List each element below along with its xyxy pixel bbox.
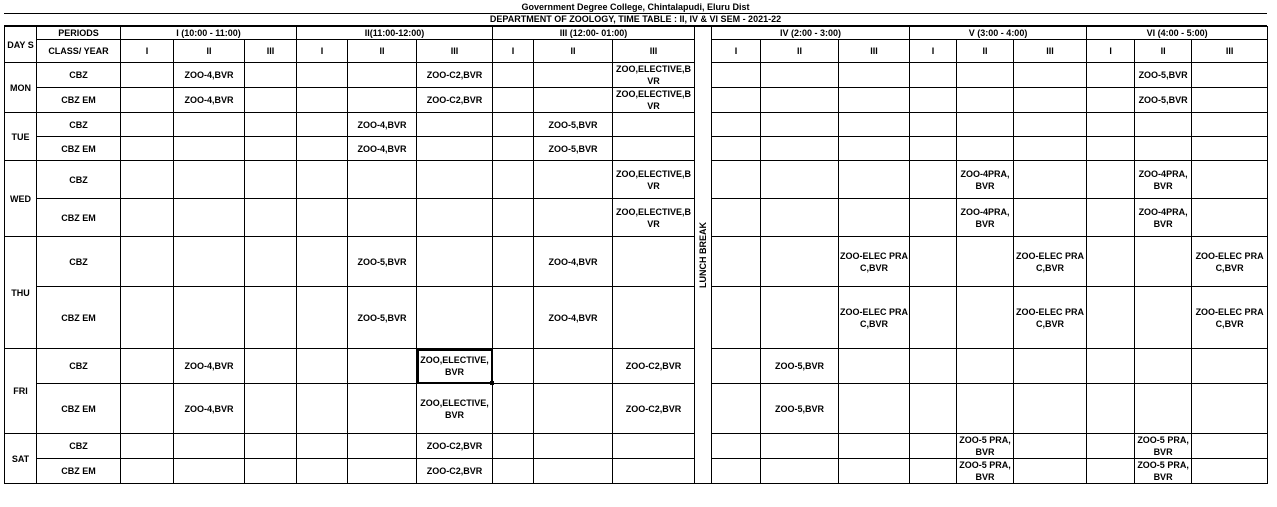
- schedule-cell[interactable]: [121, 199, 174, 237]
- schedule-cell[interactable]: [174, 113, 245, 137]
- department-title: DEPARTMENT OF ZOOLOGY, TIME TABLE : II, IV & VI SEM - 2021-22: [4, 13, 1267, 26]
- schedule-cell[interactable]: [910, 459, 957, 484]
- schedule-cell[interactable]: ZOO-4PRA,BVR: [957, 199, 1014, 237]
- schedule-cell[interactable]: [1192, 161, 1268, 199]
- schedule-cell[interactable]: [910, 384, 957, 434]
- schedule-cell[interactable]: [121, 349, 174, 384]
- lunch-break-column[interactable]: [695, 27, 712, 484]
- day-cell-thu[interactable]: THU: [5, 237, 37, 349]
- schedule-cell[interactable]: [761, 199, 839, 237]
- schedule-cell[interactable]: [348, 88, 417, 113]
- schedule-cell[interactable]: [712, 459, 761, 484]
- schedule-cell[interactable]: [910, 237, 957, 287]
- class-cell[interactable]: CBZ EM: [37, 88, 121, 113]
- year-header-1[interactable]: I: [1087, 40, 1135, 63]
- schedule-cell[interactable]: [493, 113, 534, 137]
- schedule-cell[interactable]: [1192, 349, 1268, 384]
- schedule-cell[interactable]: [493, 137, 534, 161]
- schedule-cell[interactable]: [712, 137, 761, 161]
- schedule-cell[interactable]: [1014, 434, 1087, 459]
- schedule-cell[interactable]: [761, 161, 839, 199]
- schedule-cell[interactable]: [297, 459, 348, 484]
- schedule-cell[interactable]: ZOO-ELEC PRAC,BVR: [1192, 287, 1268, 349]
- schedule-cell[interactable]: ZOO-5,BVR: [1135, 63, 1192, 88]
- schedule-cell[interactable]: [1087, 88, 1135, 113]
- schedule-cell[interactable]: [493, 349, 534, 384]
- schedule-cell[interactable]: [121, 237, 174, 287]
- schedule-cell[interactable]: [839, 459, 910, 484]
- schedule-cell[interactable]: [839, 137, 910, 161]
- schedule-cell[interactable]: [348, 199, 417, 237]
- class-cell[interactable]: CBZ: [37, 161, 121, 199]
- college-title: Government Degree College, Chintalapudi, Eluru Dist: [4, 1, 1267, 14]
- schedule-cell[interactable]: ZOO,ELECTIVE,BVR: [613, 88, 695, 113]
- schedule-cell[interactable]: ZOO,ELECTIVE,BVR: [613, 161, 695, 199]
- class-cell[interactable]: CBZ: [37, 349, 121, 384]
- schedule-cell[interactable]: [910, 199, 957, 237]
- schedule-cell[interactable]: [493, 237, 534, 287]
- schedule-cell[interactable]: [761, 137, 839, 161]
- schedule-cell[interactable]: [957, 63, 1014, 88]
- schedule-cell[interactable]: ZOO-5 PRA,BVR: [1135, 434, 1192, 459]
- selected-cell[interactable]: ZOO,ELECTIVE,BVR: [417, 349, 493, 384]
- schedule-cell[interactable]: [348, 459, 417, 484]
- class-cell[interactable]: CBZ EM: [37, 137, 121, 161]
- schedule-cell[interactable]: [1087, 137, 1135, 161]
- schedule-cell[interactable]: [1135, 113, 1192, 137]
- schedule-cell[interactable]: [348, 384, 417, 434]
- schedule-cell[interactable]: [957, 349, 1014, 384]
- class-cell[interactable]: CBZ EM: [37, 384, 121, 434]
- schedule-cell[interactable]: ZOO-4,BVR: [174, 63, 245, 88]
- schedule-cell[interactable]: [534, 63, 613, 88]
- schedule-cell[interactable]: [121, 137, 174, 161]
- schedule-cell[interactable]: [174, 199, 245, 237]
- schedule-cell[interactable]: [174, 161, 245, 199]
- schedule-cell[interactable]: ZOO-ELEC PRAC,BVR: [839, 237, 910, 287]
- day-cell-tue[interactable]: TUE: [5, 113, 37, 161]
- schedule-cell[interactable]: [1087, 434, 1135, 459]
- schedule-cell[interactable]: [1014, 113, 1087, 137]
- schedule-cell[interactable]: [957, 137, 1014, 161]
- timetable-row: [5, 459, 1268, 484]
- schedule-cell[interactable]: ZOO-4PRA,BVR: [1135, 199, 1192, 237]
- schedule-cell[interactable]: [1014, 349, 1087, 384]
- year-header-1[interactable]: I: [297, 40, 348, 63]
- schedule-cell[interactable]: [712, 237, 761, 287]
- schedule-cell[interactable]: [245, 113, 297, 137]
- periods-header[interactable]: PERIODS: [37, 27, 121, 40]
- schedule-cell[interactable]: [712, 349, 761, 384]
- schedule-cell[interactable]: [1192, 63, 1268, 88]
- schedule-cell[interactable]: [613, 137, 695, 161]
- schedule-cell[interactable]: ZOO-ELEC PRAC,BVR: [1014, 237, 1087, 287]
- schedule-cell[interactable]: [121, 459, 174, 484]
- schedule-cell[interactable]: [910, 434, 957, 459]
- schedule-cell[interactable]: [1192, 384, 1268, 434]
- lunch-break-label: LUNCH BREAK: [698, 222, 709, 288]
- year-header-3[interactable]: III: [1192, 40, 1268, 63]
- year-header-2[interactable]: II: [174, 40, 245, 63]
- day-cell-wed[interactable]: WED: [5, 161, 37, 237]
- schedule-cell[interactable]: ZOO-4PRA,BVR: [1135, 161, 1192, 199]
- schedule-cell[interactable]: [297, 199, 348, 237]
- schedule-cell[interactable]: [839, 161, 910, 199]
- schedule-cell[interactable]: [1135, 349, 1192, 384]
- year-header-1[interactable]: I: [121, 40, 174, 63]
- schedule-cell[interactable]: [957, 113, 1014, 137]
- schedule-cell[interactable]: [245, 349, 297, 384]
- schedule-cell[interactable]: ZOO-ELEC PRAC,BVR: [839, 287, 910, 349]
- schedule-cell[interactable]: [245, 384, 297, 434]
- schedule-cell[interactable]: [297, 434, 348, 459]
- schedule-cell[interactable]: [121, 161, 174, 199]
- timetable-row: [5, 88, 1268, 113]
- schedule-cell[interactable]: [297, 88, 348, 113]
- schedule-cell[interactable]: [297, 137, 348, 161]
- schedule-cell[interactable]: ZOO,ELECTIVE,BVR: [613, 63, 695, 88]
- schedule-cell[interactable]: [910, 349, 957, 384]
- schedule-cell[interactable]: [534, 459, 613, 484]
- schedule-cell[interactable]: [761, 88, 839, 113]
- year-header-1[interactable]: I: [910, 40, 957, 63]
- schedule-cell[interactable]: [1087, 287, 1135, 349]
- schedule-cell[interactable]: ZOO-C2,BVR: [613, 384, 695, 434]
- timetable-row: [5, 113, 1268, 137]
- schedule-cell[interactable]: [417, 237, 493, 287]
- schedule-cell[interactable]: [1087, 237, 1135, 287]
- schedule-cell[interactable]: [1192, 137, 1268, 161]
- schedule-cell[interactable]: [957, 237, 1014, 287]
- timetable-row: [5, 137, 1268, 161]
- schedule-cell[interactable]: [534, 349, 613, 384]
- timetable-row: [5, 287, 1268, 349]
- schedule-cell[interactable]: [348, 161, 417, 199]
- year-header-3[interactable]: III: [1014, 40, 1087, 63]
- schedule-cell[interactable]: [348, 434, 417, 459]
- period-header-6[interactable]: VI (4:00 - 5:00): [1087, 27, 1268, 40]
- schedule-cell[interactable]: [910, 137, 957, 161]
- schedule-cell[interactable]: [348, 63, 417, 88]
- selection-fill-handle[interactable]: [490, 381, 494, 385]
- schedule-cell[interactable]: [839, 199, 910, 237]
- class-cell[interactable]: CBZ EM: [37, 199, 121, 237]
- day-cell-sat[interactable]: SAT: [5, 434, 37, 484]
- schedule-cell[interactable]: [534, 161, 613, 199]
- schedule-cell[interactable]: [839, 384, 910, 434]
- timetable-row: [5, 384, 1268, 434]
- class-cell[interactable]: CBZ: [37, 237, 121, 287]
- timetable-row: [5, 199, 1268, 237]
- schedule-cell[interactable]: [613, 237, 695, 287]
- schedule-cell[interactable]: [174, 459, 245, 484]
- year-header-3[interactable]: III: [417, 40, 493, 63]
- schedule-cell[interactable]: [1087, 349, 1135, 384]
- schedule-cell[interactable]: [761, 459, 839, 484]
- schedule-cell[interactable]: [174, 434, 245, 459]
- schedule-cell[interactable]: [1192, 113, 1268, 137]
- schedule-cell[interactable]: ZOO-5,BVR: [348, 287, 417, 349]
- schedule-cell[interactable]: [712, 88, 761, 113]
- schedule-cell[interactable]: [1014, 384, 1087, 434]
- schedule-cell[interactable]: [712, 434, 761, 459]
- schedule-cell[interactable]: [613, 459, 695, 484]
- schedule-cell[interactable]: [1135, 287, 1192, 349]
- day-cell-mon[interactable]: MON: [5, 63, 37, 113]
- year-header-2[interactable]: II: [957, 40, 1014, 63]
- schedule-cell[interactable]: ZOO-4,BVR: [348, 137, 417, 161]
- schedule-cell[interactable]: [910, 113, 957, 137]
- timetable-row: [5, 434, 1268, 459]
- year-header-3[interactable]: III: [613, 40, 695, 63]
- schedule-cell[interactable]: [534, 384, 613, 434]
- schedule-cell[interactable]: [245, 137, 297, 161]
- timetable-row: [5, 349, 1268, 384]
- timetable-row: [5, 63, 1268, 88]
- schedule-cell[interactable]: [245, 88, 297, 113]
- schedule-cell[interactable]: [1192, 88, 1268, 113]
- schedule-cell[interactable]: [839, 434, 910, 459]
- schedule-cell[interactable]: [297, 287, 348, 349]
- schedule-cell[interactable]: [1192, 199, 1268, 237]
- schedule-cell[interactable]: [1014, 137, 1087, 161]
- schedule-cell[interactable]: [174, 137, 245, 161]
- schedule-cell[interactable]: [348, 349, 417, 384]
- schedule-cell[interactable]: [493, 88, 534, 113]
- schedule-cell[interactable]: [712, 161, 761, 199]
- period-header-1[interactable]: I (10:00 - 11:00): [121, 27, 297, 40]
- schedule-cell[interactable]: [761, 63, 839, 88]
- schedule-cell[interactable]: [417, 161, 493, 199]
- schedule-cell[interactable]: [1192, 459, 1268, 484]
- schedule-cell[interactable]: [297, 349, 348, 384]
- schedule-cell[interactable]: ZOO,ELECTIVE,BVR: [613, 199, 695, 237]
- schedule-cell[interactable]: [712, 287, 761, 349]
- timetable-row: [5, 237, 1268, 287]
- schedule-cell[interactable]: [839, 63, 910, 88]
- year-header-2[interactable]: II: [534, 40, 613, 63]
- schedule-cell[interactable]: [1135, 137, 1192, 161]
- schedule-cell[interactable]: [613, 113, 695, 137]
- class-cell[interactable]: CBZ: [37, 434, 121, 459]
- schedule-cell[interactable]: ZOO-5 PRA,BVR: [957, 434, 1014, 459]
- schedule-cell[interactable]: [493, 63, 534, 88]
- schedule-cell[interactable]: [712, 63, 761, 88]
- schedule-cell[interactable]: [493, 434, 534, 459]
- schedule-cell[interactable]: [245, 199, 297, 237]
- schedule-cell[interactable]: [957, 88, 1014, 113]
- schedule-cell[interactable]: [957, 287, 1014, 349]
- schedule-cell[interactable]: [1192, 434, 1268, 459]
- schedule-cell[interactable]: [493, 459, 534, 484]
- schedule-cell[interactable]: [245, 161, 297, 199]
- period-header-2[interactable]: II(11:00-12:00): [297, 27, 493, 40]
- schedule-cell[interactable]: [1014, 63, 1087, 88]
- schedule-cell[interactable]: ZOO-5 PRA,BVR: [1135, 459, 1192, 484]
- year-header-1[interactable]: I: [493, 40, 534, 63]
- schedule-cell[interactable]: [493, 287, 534, 349]
- schedule-cell[interactable]: ZOO-4,BVR: [348, 113, 417, 137]
- schedule-cell[interactable]: [1014, 199, 1087, 237]
- schedule-cell[interactable]: [534, 434, 613, 459]
- schedule-cell[interactable]: [297, 237, 348, 287]
- period-header-4[interactable]: IV (2:00 - 3:00): [712, 27, 910, 40]
- schedule-cell[interactable]: ZOO-5,BVR: [348, 237, 417, 287]
- schedule-cell[interactable]: ZOO,ELECTIVE,BVR: [417, 384, 493, 434]
- schedule-cell[interactable]: [613, 434, 695, 459]
- schedule-cell[interactable]: [417, 287, 493, 349]
- schedule-cell[interactable]: ZOO-C2,BVR: [417, 434, 493, 459]
- schedule-cell[interactable]: [712, 113, 761, 137]
- year-header-3[interactable]: III: [839, 40, 910, 63]
- schedule-cell[interactable]: ZOO-C2,BVR: [417, 459, 493, 484]
- schedule-cell[interactable]: ZOO-ELEC PRAC,BVR: [1192, 237, 1268, 287]
- schedule-cell[interactable]: ZOO-C2,BVR: [417, 88, 493, 113]
- schedule-cell[interactable]: [534, 88, 613, 113]
- year-header-3[interactable]: III: [245, 40, 297, 63]
- class-cell[interactable]: CBZ EM: [37, 287, 121, 349]
- schedule-cell[interactable]: ZOO-5,BVR: [1135, 88, 1192, 113]
- schedule-cell[interactable]: [1087, 63, 1135, 88]
- schedule-cell[interactable]: [839, 349, 910, 384]
- schedule-cell[interactable]: [761, 287, 839, 349]
- schedule-cell[interactable]: [910, 88, 957, 113]
- schedule-cell[interactable]: [121, 63, 174, 88]
- schedule-cell[interactable]: [121, 384, 174, 434]
- year-header-2[interactable]: II: [348, 40, 417, 63]
- schedule-cell[interactable]: [417, 137, 493, 161]
- schedule-cell[interactable]: [1087, 384, 1135, 434]
- schedule-cell[interactable]: ZOO-4,BVR: [174, 349, 245, 384]
- schedule-cell[interactable]: [121, 113, 174, 137]
- schedule-cell[interactable]: [297, 161, 348, 199]
- period-header-3[interactable]: III (12:00- 01:00): [493, 27, 695, 40]
- schedule-cell[interactable]: [297, 113, 348, 137]
- schedule-cell[interactable]: [1014, 459, 1087, 484]
- schedule-cell[interactable]: ZOO-5,BVR: [534, 137, 613, 161]
- class-year-header[interactable]: CLASS/ YEAR: [37, 40, 121, 63]
- schedule-cell[interactable]: ZOO-4,BVR: [174, 88, 245, 113]
- timetable-row: [5, 161, 1268, 199]
- schedule-cell[interactable]: [1087, 161, 1135, 199]
- schedule-cell[interactable]: [297, 63, 348, 88]
- timetable-grid: [4, 26, 1268, 484]
- schedule-cell[interactable]: [121, 287, 174, 349]
- schedule-cell[interactable]: [417, 199, 493, 237]
- schedule-cell[interactable]: [1135, 384, 1192, 434]
- schedule-cell[interactable]: [910, 161, 957, 199]
- schedule-cell[interactable]: [839, 113, 910, 137]
- schedule-cell[interactable]: ZOO-5,BVR: [761, 384, 839, 434]
- schedule-cell[interactable]: ZOO-4,BVR: [174, 384, 245, 434]
- schedule-cell[interactable]: [245, 459, 297, 484]
- schedule-cell[interactable]: [245, 287, 297, 349]
- schedule-cell[interactable]: ZOO-5,BVR: [761, 349, 839, 384]
- schedule-cell[interactable]: [1087, 113, 1135, 137]
- schedule-cell[interactable]: [761, 434, 839, 459]
- schedule-cell[interactable]: ZOO-ELEC PRAC,BVR: [1014, 287, 1087, 349]
- schedule-cell[interactable]: ZOO-4,BVR: [534, 287, 613, 349]
- schedule-cell[interactable]: [1135, 237, 1192, 287]
- schedule-cell[interactable]: ZOO-C2,BVR: [417, 63, 493, 88]
- schedule-cell[interactable]: [910, 63, 957, 88]
- schedule-cell[interactable]: [493, 199, 534, 237]
- period-header-5[interactable]: V (3:00 - 4:00): [910, 27, 1087, 40]
- class-cell[interactable]: CBZ EM: [37, 459, 121, 484]
- schedule-cell[interactable]: [761, 113, 839, 137]
- schedule-cell[interactable]: [957, 384, 1014, 434]
- schedule-cell[interactable]: ZOO-5,BVR: [534, 113, 613, 137]
- schedule-cell[interactable]: [534, 199, 613, 237]
- schedule-cell[interactable]: [297, 384, 348, 434]
- schedule-cell[interactable]: [712, 199, 761, 237]
- schedule-cell[interactable]: [245, 434, 297, 459]
- class-cell[interactable]: CBZ: [37, 113, 121, 137]
- year-header-2[interactable]: II: [761, 40, 839, 63]
- schedule-cell[interactable]: [1087, 459, 1135, 484]
- schedule-cell[interactable]: [417, 113, 493, 137]
- year-header-1[interactable]: I: [712, 40, 761, 63]
- schedule-cell[interactable]: [121, 434, 174, 459]
- schedule-cell[interactable]: [1087, 199, 1135, 237]
- schedule-cell[interactable]: ZOO-5 PRA,BVR: [957, 459, 1014, 484]
- schedule-cell[interactable]: [245, 63, 297, 88]
- schedule-cell[interactable]: [174, 237, 245, 287]
- schedule-cell[interactable]: [1014, 161, 1087, 199]
- class-cell[interactable]: CBZ: [37, 63, 121, 88]
- schedule-cell[interactable]: [121, 88, 174, 113]
- schedule-cell[interactable]: [245, 237, 297, 287]
- schedule-cell[interactable]: [712, 384, 761, 434]
- year-header-2[interactable]: II: [1135, 40, 1192, 63]
- schedule-cell[interactable]: ZOO-C2,BVR: [613, 349, 695, 384]
- schedule-cell[interactable]: [910, 287, 957, 349]
- schedule-cell[interactable]: ZOO-4,BVR: [534, 237, 613, 287]
- schedule-cell[interactable]: [493, 161, 534, 199]
- day-cell-fri[interactable]: FRI: [5, 349, 37, 434]
- schedule-cell[interactable]: [839, 88, 910, 113]
- schedule-cell[interactable]: [493, 384, 534, 434]
- schedule-cell[interactable]: [1014, 88, 1087, 113]
- schedule-cell[interactable]: [613, 287, 695, 349]
- schedule-cell[interactable]: [761, 237, 839, 287]
- schedule-cell[interactable]: [174, 287, 245, 349]
- schedule-cell[interactable]: ZOO-4PRA,BVR: [957, 161, 1014, 199]
- days-header[interactable]: DAY S: [5, 27, 37, 63]
